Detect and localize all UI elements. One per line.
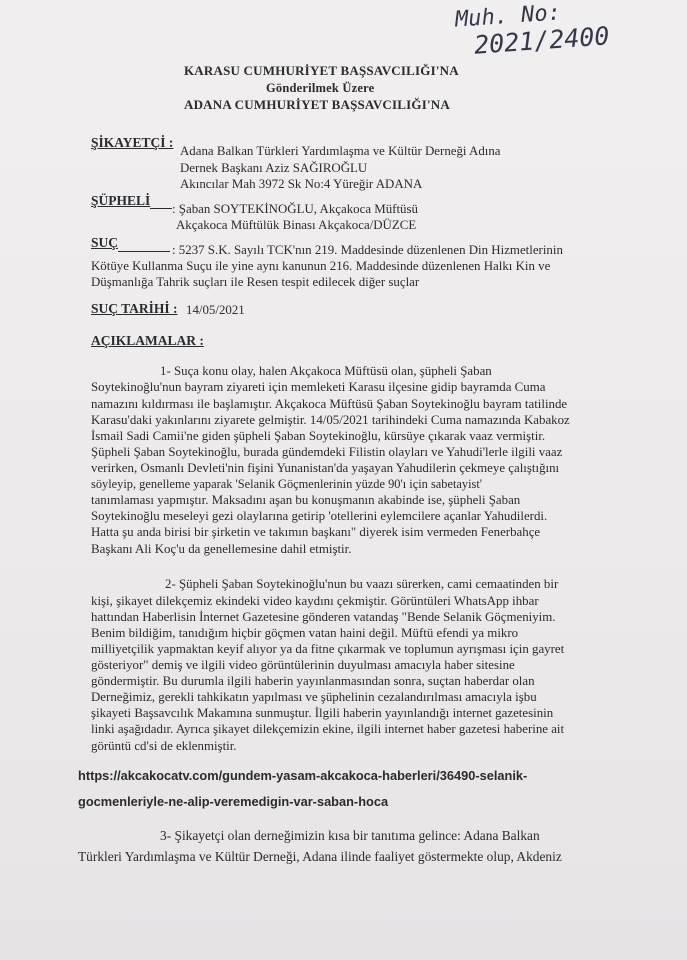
para3-line-1: 3- Şikayetçi olan derneğimizin kısa bir tanıtıma gelince: Adana Balkan	[160, 828, 540, 843]
para1-line-6: Şüpheli Şaban Soytekinoğlu, burada gündemdeki Filistin olayları ve Yahudi'lerle ilgili vaaz	[91, 445, 563, 459]
para2-line-11: görüntü cd'si de eklenmiştir.	[91, 739, 237, 753]
para2-line-8: Derneğimiz, gerekli tahkikatın yapılması ve şüphelinin cezalandırılması amacıyla işbu	[91, 690, 537, 704]
para2-line-6: gösteriyor" demiş ve ilgili video görüntülerinin duyulması amacıyla haber sitesine	[91, 658, 515, 672]
news-link-line-2[interactable]: gocmenleriyle-ne-alip-veremedigin-var-saban-hoca	[78, 794, 389, 809]
handwritten-note-label: Muh. No:	[454, 0, 562, 33]
crime-line-2: Kötüye Kullanma Suçu ile yine aynı kanunun 216. Maddesinde düzenlenen Halkı Kin ve	[91, 259, 551, 273]
recipient-line-2: Gönderilmek Üzere	[266, 81, 375, 95]
para2-line-5: milliyetçilik yapmaktan keyif alıyor ya da fitne çıkarmak ve toplumun ayrışması için gayret	[91, 642, 565, 656]
para2-line-3: hattından Haberlisin İnternet Gazetesine gönderen vatandaş "Bende Selanik Göçmeniyim.	[91, 610, 556, 624]
recipient-line-3: ADANA CUMHURİYET BAŞSAVCILIĞI'NA	[184, 97, 450, 112]
para2-line-1: 2- Şüpheli Şaban Soytekinoğlu'nun bu vaazı sürerken, cami cemaatinden bir	[165, 577, 559, 591]
explanations-title: AÇIKLAMALAR :	[91, 333, 204, 348]
crime-date-label: SUÇ TARİHİ :	[91, 301, 178, 316]
para1-line-10: Soytekinoğlu meseleyi gezi olaylarına getirip 'otellerini eylemcilere açanlar Yahudilerdi.	[91, 509, 548, 523]
suspect-label: ŞÜPHELİ	[91, 193, 151, 208]
para2-line-2: kişi, şikayet dilekçemiz ekindeki video kaydını çekmiştir. Görüntüleri WhatsApp ihbar	[91, 594, 539, 608]
complainant-label: ŞİKAYETÇİ :	[91, 135, 174, 150]
para1-line-12: Başkanı Ali Koç'u da genellemesine dahil etmiştir.	[91, 542, 352, 556]
complainant-line-3: Akıncılar Mah 3972 Sk No:4 Yüreğir ADANA	[180, 177, 423, 191]
complainant-line-2: Dernek Başkanı Aziz SAĞIROĞLU	[180, 161, 368, 175]
para1-line-1: 1- Suça konu olay, halen Akçakoca Müftüsü olan, şüpheli Şaban	[160, 364, 492, 378]
para2-line-10: linki aşağıdadır. Ayrıca şikayet dilekçemizin ekine, ilgili internet haber gazetesi haberine ait	[91, 722, 565, 736]
handwritten-case-number: 2021/2400	[473, 21, 611, 60]
para1-line-11: Hatta şu anda birisi bir şirketin ve takımın başkanı" diyerek isim vermeden Fenerbahçe	[91, 525, 541, 539]
para1-line-2: Soytekinoğlu'nun bayram ziyareti için memleketi Karasu ilçesine gidip bayramda Cuma	[91, 380, 546, 394]
para2-line-4: Benim bildiğim, tanıdığım hiçbir göçmen vatan haini değil. Müftü efendi ya mikro	[91, 626, 519, 640]
news-link-line-1[interactable]: https://akcakocatv.com/gundem-yasam-akcakoca-haberleri/36490-selanik-	[78, 768, 528, 783]
crime-label-rule	[118, 251, 170, 252]
suspect-line-2: Akçakoca Müftülük Binası Akçakoca/DÜZCE	[176, 218, 417, 232]
crime-line-3: Düşmanlığa Tahrik suçları ile Resen tespit edilecek diğer suçlar	[91, 275, 420, 289]
suspect-label-rule	[150, 208, 172, 209]
complainant-line-1: Adana Balkan Türkleri Yardımlaşma ve Kültür Derneği Adına	[180, 144, 501, 158]
crime-line-1: : 5237 S.K. Sayılı TCK'nın 219. Maddesinde düzenlenen Din Hizmetlerinin	[172, 243, 563, 257]
para1-line-8: söyleyip, genelleme yaparak 'Selanik Göçmenlerinin yüzde 90'ı için sabetayist'	[91, 477, 483, 491]
para1-line-7: verirken, Osmanlı Devleti'nin fişini Yunanistan'da yaşayan Yahudilerin çekmeye çalıştığını	[91, 461, 560, 475]
para3-line-2: Türkleri Yardımlaşma ve Kültür Derneği, Adana ilinde faaliyet göstermekte olup, Akdeniz	[78, 849, 562, 864]
para2-line-9: şikayeti Başsavcılık Makamına sunmuştur. İlgili haberin yayınlandığı internet gazetesinin	[91, 706, 554, 720]
suspect-line-1: : Şaban SOYTEKİNOĞLU, Akçakoca Müftüsü	[172, 202, 418, 216]
para2-line-7: göndermiştir. Bu durumla ilgili haberin yayınlanmasından sonra, suçtan haberdar olan	[91, 674, 535, 688]
crime-label: SUÇ	[91, 235, 119, 250]
para1-line-4: Karasu'daki yakınlarını ziyarete gelmiştir. 14/05/2021 tarihindeki Cuma namazında Kabakoz	[91, 413, 570, 427]
recipient-line-1: KARASU CUMHURİYET BAŞSAVCILIĞI'NA	[184, 63, 459, 78]
para1-line-9: tanımlaması yapmıştır. Maksadını aşan bu konuşmanın akabinde ise, şüpheli Şaban	[91, 493, 521, 507]
para1-line-3: namazını kıldırması ile başlamıştır. Akçakoca Müftüsü Şaban Soytekinoğlu bayram tatilinde	[91, 397, 568, 411]
crime-date-value: 14/05/2021	[186, 303, 245, 317]
para1-line-5: İsmail Sadi Camii'ne giden şüpheli Şaban Soytekinoğlu, kürsüye çıkarak vaaz vermiştir.	[91, 429, 546, 443]
